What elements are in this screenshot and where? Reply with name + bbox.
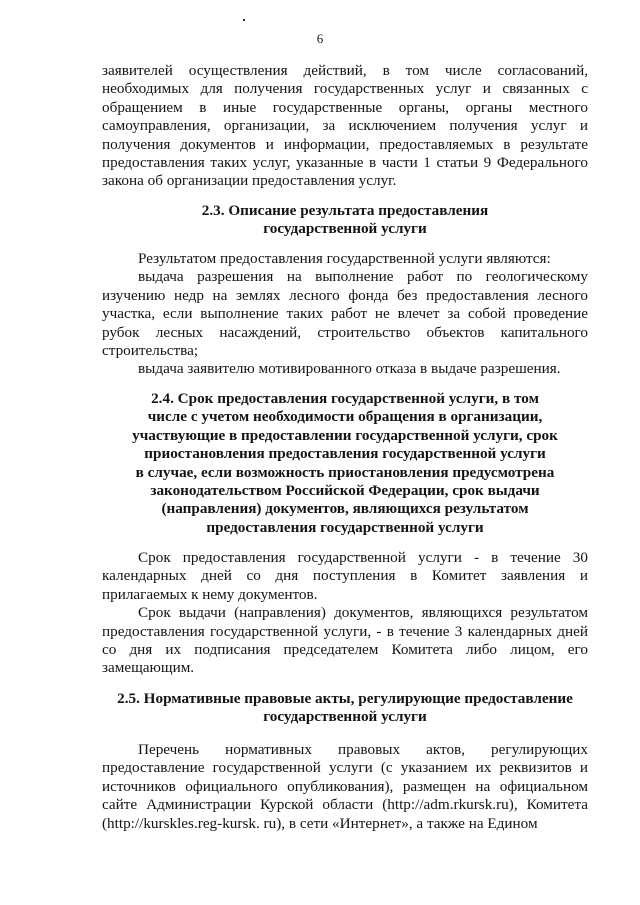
section-heading-line: законодательством Российской Федерации, срок выдачи [150, 482, 540, 500]
paragraph: выдача заявителю мотивированного отказа в выдаче разрешения. [138, 360, 561, 378]
section-heading-line: предоставления государственной услуги [206, 518, 484, 536]
section-heading-line: 2.4. Срок предоставления государственной услуги, в том [151, 390, 539, 407]
paragraph: выдача разрешения на выполнение работ по геологическому изучению недр на землях лесного фонда без предоставления лесного участка, если выполнение таких работ не влечет за собой проведение рубок лесных насаждений, строительство объектов капитального строительства; [102, 268, 588, 360]
intro-block [102, 62, 588, 191]
scan-speck [243, 19, 245, 21]
section-heading-line: приостановления предоставления государственной услуги [144, 445, 546, 463]
page-number: 6 [316, 31, 324, 46]
section-heading-line: в случае, если возможность приостановления предусмотрена [135, 463, 555, 481]
paragraph: Срок выдачи (направления) документов, являющихся результатом предоставления государственной услуги, - в течение 3 календарных дней со дня их подписания председателем Комитета либо лицом, его замещающим. [102, 604, 588, 677]
paragraph: Срок предоставления государственной услуги - в течение 30 календарных дней со дня поступления в Комитет заявления и прилагаемых к нему документов. [102, 549, 588, 603]
section-heading-line: числе с учетом необходимости обращения в организации, [147, 408, 543, 426]
section-heading-line: государственной услуги [263, 708, 427, 726]
section-heading-line: 2.5. Нормативные правовые акты, регулирующие предоставление [117, 690, 573, 707]
section-heading-line: государственной услуги [263, 220, 427, 238]
section-heading-line: (направления) документов, являющихся результатом [161, 500, 529, 518]
section-2-3-body [102, 250, 588, 379]
paragraph: Результатом предоставления государственной услуги являются: [138, 250, 551, 267]
intro-paragraph: заявителей осуществления действий, в том числе согласований, необходимых для получения государственных услуг и связанных с обращением в иные государственные органы, органы местного самоуправления, организации, за исключением получения услуг и получения документов и информации, предоставляемых в результате предоставления таких услуг, указанные в части 1 статьи 9 Федерального закона об организации предоставления услуг. [102, 62, 588, 190]
section-heading-line: 2.3. Описание результата предоставления [201, 202, 489, 219]
section-2-4-body [102, 549, 588, 678]
paragraph: Перечень нормативных правовых актов, регулирующих предоставление государственной услуги (с указанием их реквизитов и источников официального опубликования), размещен на официальном сайте Администрации Курской области (http://adm.rkursk.ru), Комитета (http://kurskles.reg-kursk. ru), в сети «Интернет», а также на Едином [102, 741, 588, 832]
section-2-5-body [102, 741, 588, 833]
section-2-4-heading [102, 390, 588, 537]
section-heading-line: участвующие в предоставлении государственной услуги, срок [132, 426, 558, 444]
section-2-5-heading [102, 690, 588, 727]
section-2-3-heading [102, 202, 588, 239]
